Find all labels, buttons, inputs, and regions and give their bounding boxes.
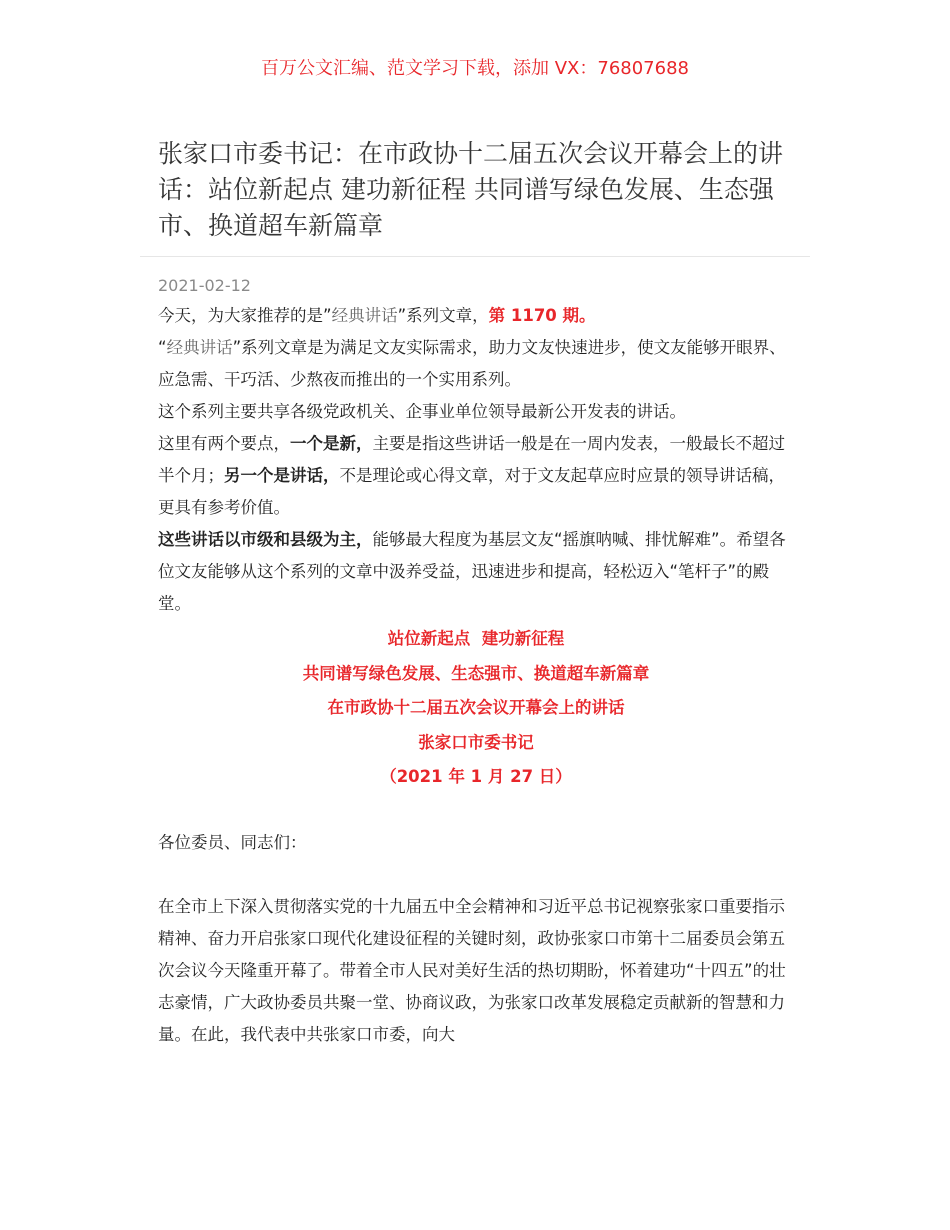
series-name: 经典讲话 bbox=[166, 338, 233, 357]
speech-header-line-1: 站位新起点 建功新征程 bbox=[387, 629, 565, 648]
intro-paragraph-5: 这些讲话以市级和县级为主，能够最大程度为基层文友“摇旗呐喊、排忧解难”。希望各位文友能够从这个系列的文章中汲养受益，迅速进步和提高，轻松迈入“笔杆子”的殿堂。 bbox=[158, 530, 786, 613]
series-name: 经典讲话 bbox=[331, 306, 398, 325]
article-title: 张家口市委书记：在市政协十二届五次会议开幕会上的讲话：站位新起点 建功新征程 共同谱写绿色发展、生态强市、换道超车新篇章 bbox=[158, 139, 784, 240]
spacer bbox=[158, 859, 794, 891]
intro-paragraph-3: 这个系列主要共享各级党政机关、企事业单位领导最新公开发表的讲话。 bbox=[158, 402, 686, 421]
speech-header-line-5: （2021 年 1 月 27 日） bbox=[380, 767, 572, 786]
watermark-banner: 百万公文汇编、范文学习下载，添加 VX：76807688 bbox=[261, 58, 689, 79]
intro-paragraph-4: 这里有两个要点，一个是新，主要是指这些讲话一般是在一周内发表，一般最长不超过半个月；另一个是讲话，不是理论或心得文章，对于文友起草应时应景的领导讲话稿，更具有参考价值。 bbox=[158, 434, 785, 517]
speech-header-line-4: 张家口市委书记 bbox=[418, 732, 534, 752]
salutation: 各位委员、同志们： bbox=[158, 832, 307, 852]
spacer bbox=[158, 795, 794, 827]
speech-header-line-3: 在市政协十二届五次会议开幕会上的讲话 bbox=[327, 698, 625, 717]
speech-header bbox=[158, 622, 794, 795]
article-content bbox=[158, 300, 794, 1051]
speech-header-line-2: 共同谱写绿色发展、生态强市、换道超车新篇章 bbox=[302, 663, 650, 683]
publish-date: 2021-02-12 bbox=[158, 276, 251, 295]
intro-paragraph-1: 今天，为大家推荐的是”经典讲话”系列文章，第 1170 期。 bbox=[158, 306, 596, 325]
issue-number: 第 1170 期。 bbox=[488, 306, 596, 325]
intro-paragraph-2: “经典讲话”系列文章是为满足文友实际需求，助力文友快速进步，使文友能够开眼界、应急需、干巧活、少熬夜而推出的一个实用系列。 bbox=[158, 338, 786, 389]
title-divider bbox=[140, 256, 810, 257]
body-paragraph-1: 在全市上下深入贯彻落实党的十九届五中全会精神和习近平总书记视察张家口重要指示精神、奋力开启张家口现代化建设征程的关键时刻，政协张家口市第十二届委员会第五次会议今天隆重开幕了。带着全市人民对美好生活的热切期盼，怀着建功“十四五”的壮志豪情，广大政协委员共聚一堂、协商议政，为张家口改革发展稳定贡献新的智慧和力量。在此，我代表中共张家口市委，向大 bbox=[158, 896, 786, 1044]
